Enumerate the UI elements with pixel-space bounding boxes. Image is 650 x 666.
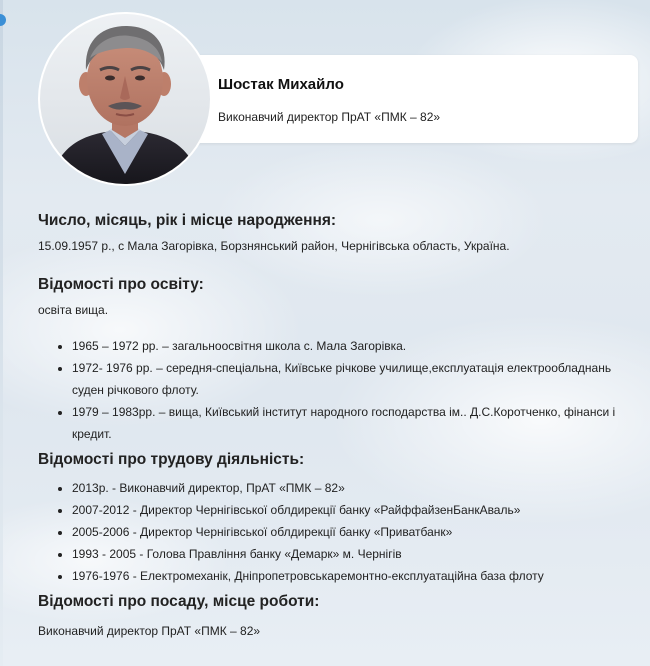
birth-section-title: Число, місяць, рік і місце народження: [38,212,337,229]
portrait-image [40,14,210,184]
education-item: • 1972- 1976 рр. – середня-спеціальна, Київське річкове училище,експлуатація електрообладнань суден річкового флоту. [72,357,638,401]
education-section [38,276,638,445]
birth-section [38,212,638,254]
work-item: • 2005-2006 - Директор Чернігівської облдирекції банку «Приватбанк» [72,521,638,543]
work-list [38,477,638,587]
birth-section-text: 15.09.1957 р., с Мала Загорівка, Борзнянський район, Чернігівська область, Україна. [38,239,510,253]
profile-header-card [150,55,638,143]
work-item: • 1993 - 2005 - Голова Правління банку «Демарк» м. Чернігів [72,543,638,565]
work-item: • 2013р. - Виконавчий директор, ПрАТ «ПМК – 82» [72,477,638,499]
profile-name: Шостак Михайло [218,76,344,93]
profile-position: Виконавчий директор ПрАТ «ПМК – 82» [218,110,441,124]
left-edge-bar [0,0,3,666]
education-item: • 1979 – 1983рр. – вища, Київський інститут народного господарства ім.. Д.С.Коротченко, фінанси і кредит. [72,401,638,445]
profile-content [38,212,638,639]
current-section [38,593,638,639]
work-item: • 1976-1976 - Електромеханік, Дніпропетровськаремонтно-експлуатаційна база флоту [72,565,638,587]
education-list [38,335,638,445]
avatar [40,14,210,184]
education-section-title: Відомості про освіту: [38,276,204,293]
education-item: • 1965 – 1972 рр. – загальноосвітня школа с. Мала Загорівка. [72,335,638,357]
work-item: • 2007-2012 - Директор Чернігівської облдирекції банку «РайффайзенБанкАваль» [72,499,638,521]
education-section-text: освіта вища. [38,303,109,317]
current-section-text: Виконавчий директор ПрАТ «ПМК – 82» [38,624,261,638]
work-section-title: Відомості про трудову діяльність: [38,451,305,468]
corner-dot [0,14,6,26]
current-section-title: Відомості про посаду, місце роботи: [38,593,320,610]
work-section [38,451,638,587]
